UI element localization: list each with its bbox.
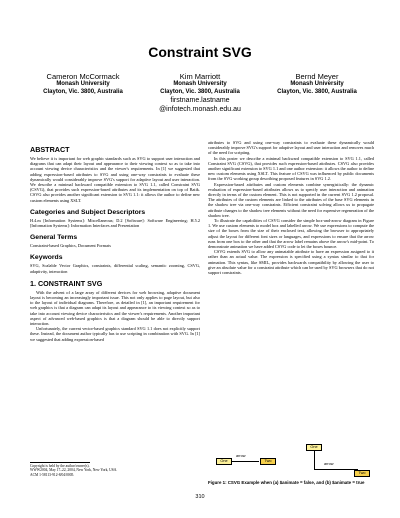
section-heading: 1. CONSTRAINT SVG [30, 278, 103, 288]
body-paragraph: Expression-based attributes and custom elements combine synergistically: the dynamic evaluation of expression-based attributes allows us to specify user interaction and animation directly in terms of the custom element. This is not supported in the current SVG 1.2 proposal. The attributes of the custom elements are linked to the attributes of the base SVG elements in the shadow tree via one-way constraints. Efficient constraint solving allows us to propagate attribute changes to the shadow tree elements without the need for expensive regeneration of the shadow tree. [208, 181, 374, 218]
arrow-label: arrow [324, 462, 334, 466]
categories-text: H.4.m [Information Systems]: Miscellaneous; D.2 [Software]: Software Engineering; H.5.2 [Information Systems]: Information Interfaces and Presentation [30, 217, 200, 229]
email-line: firstname.lastname [170, 97, 230, 104]
body-paragraph: To illustrate the capabilities of CSVG consider the simple box-and-arrow diagram in Figure 1. We use custom elements to model box and labelled arrow. We use expressions to compute the size of the boxes from the size of their enclosed text, allowing the browser to appropriately adjust the layout for different font sizes or languages, and expressions to ensure that the arrow runs from one box to the other and that the arrow label remains above the arrow's mid-point. To demonstrate animation we have added CSVG code to let the boxes bounce. [208, 218, 374, 250]
categories-heading: Categories and Subject Descriptors [30, 208, 146, 216]
body-paragraph: Unfortunately, the current vector-based graphics standard SVG 1.1 does not explicitly support these. Instead, the document author typically has to use scripting in combination with SVG. In [1] we suggested that adding expression-based [30, 326, 200, 342]
box-one: One [306, 444, 322, 451]
author-affiliation: Monash University [290, 81, 344, 87]
general-terms-text: Constraint-based Graphics, Document Formats [30, 243, 111, 249]
author-name: Kim Marriott [179, 72, 221, 81]
author-location: Clayton, Vic. 3800, Australia [277, 88, 357, 95]
figure-caption: Figure 1: CSVG Example when (a) $animate = false, and (b) $animate = true [208, 480, 365, 485]
author-block [262, 72, 372, 96]
copyright-line: WWW2004, May 17–22, 2004, New York, New York, USA. [30, 468, 118, 473]
arrow-label: arrow [236, 454, 246, 458]
left-column [30, 140, 200, 342]
box-two: Two [354, 470, 370, 477]
email-domain: @infotech.monash.edu.au [159, 105, 241, 113]
arrow-line [314, 469, 358, 470]
page-number: 310 [195, 494, 205, 500]
abstract-heading: ABSTRACT [30, 145, 70, 154]
author-email [120, 97, 280, 114]
author-location: Clayton, Vic. 3800, Australia [160, 88, 240, 95]
copyright-notice [30, 462, 200, 477]
abstract-text: We believe it is important for web graphic standards such as SVG to support user interaction and diagrams that can adapt their layout and appearance to their viewing context so as to take into account viewing device characteristics and the viewer's requirements. In [1] we suggested that adding expression-based attributes to SVG and using one-way constraints to evaluate these dynamically would considerably improve SVG's support for adaptive layout and user interaction. We describe a minimal backward compatible extension to SVG 1.1, called Constraint SVG (CSVG), that provides such expression-based attributes and its implementation on top of Batik. CSVG also provides another significant extension to SVG 1.1: it allows the author to define new custom elements using XSLT. [30, 156, 200, 203]
author-location: Clayton, Vic. 3800, Australia [43, 88, 123, 95]
author-list [28, 72, 372, 96]
author-block [28, 72, 138, 96]
copyright-line: Copyright is held by the author/owner(s). [30, 464, 90, 468]
figure-1 [210, 438, 372, 480]
body-paragraph: CSVG extends SVG to allow any animatable attribute to have an expression assigned to it rather than an actual value. The expression is specified using a syntax similar to that for animation. This syntax, like SMIL, provides backwards compatibility by allowing the user to give an absolute value for a constraint attribute which can be used by SVG browsers that do not support constraints. [208, 249, 374, 276]
arrow-line [314, 451, 316, 469]
right-column [208, 140, 374, 275]
body-paragraph: With the advent of a large array of different devices for web browsing, adaptive document layout is becoming an increasingly important issue. This not only applies to page layout, but also to the layout of individual diagrams. Therefore, as detailed in [1], an important requirement for web graphics is that a diagram can adapt its layout and appearance to its viewing context so as to take into account viewing device characteristics and the viewer's requirements. Another important aspect of advanced web-based graphics is that a diagram should be able to directly support interaction. [30, 289, 200, 327]
box-one: One [216, 458, 232, 465]
author-name: Bernd Meyer [295, 72, 339, 81]
keywords-text: SVG, Scalable Vector Graphics, constraints, differential scaling, semantic zooming, CSVG, adaptivity, interaction [30, 263, 200, 274]
body-paragraph: In this poster we describe a minimal backward compatible extension to SVG 1.1, called Constraint SVG (CSVG), that provides such expression-based attributes. CSVG also provides another significant extension to SVG 1.1 and one author extension: it allows the author to define new custom elements using XSLT. This feature of CSVG was influenced by public documents from the SVG working group describing proposed features in SVG 1.2. [208, 155, 374, 182]
keywords-heading: Keywords [30, 254, 63, 262]
author-affiliation: Monash University [56, 81, 110, 87]
body-paragraph: attributes to SVG and using one-way constraints to evaluate these dynamically would considerably improve SVG's support for adaptive layout and user interaction and removes much of the need for scripting. [208, 140, 374, 156]
box-two: Two [260, 458, 276, 465]
author-block [145, 72, 255, 96]
copyright-line: ACM 1-58113-912-8/04/0005. [30, 472, 75, 477]
author-affiliation: Monash University [173, 81, 227, 87]
author-name: Cameron McCormack [46, 72, 120, 81]
general-terms-heading: General Terms [30, 234, 78, 242]
arrow-line [231, 461, 259, 462]
paper-title: Constraint SVG [148, 44, 252, 60]
divider [30, 462, 90, 463]
